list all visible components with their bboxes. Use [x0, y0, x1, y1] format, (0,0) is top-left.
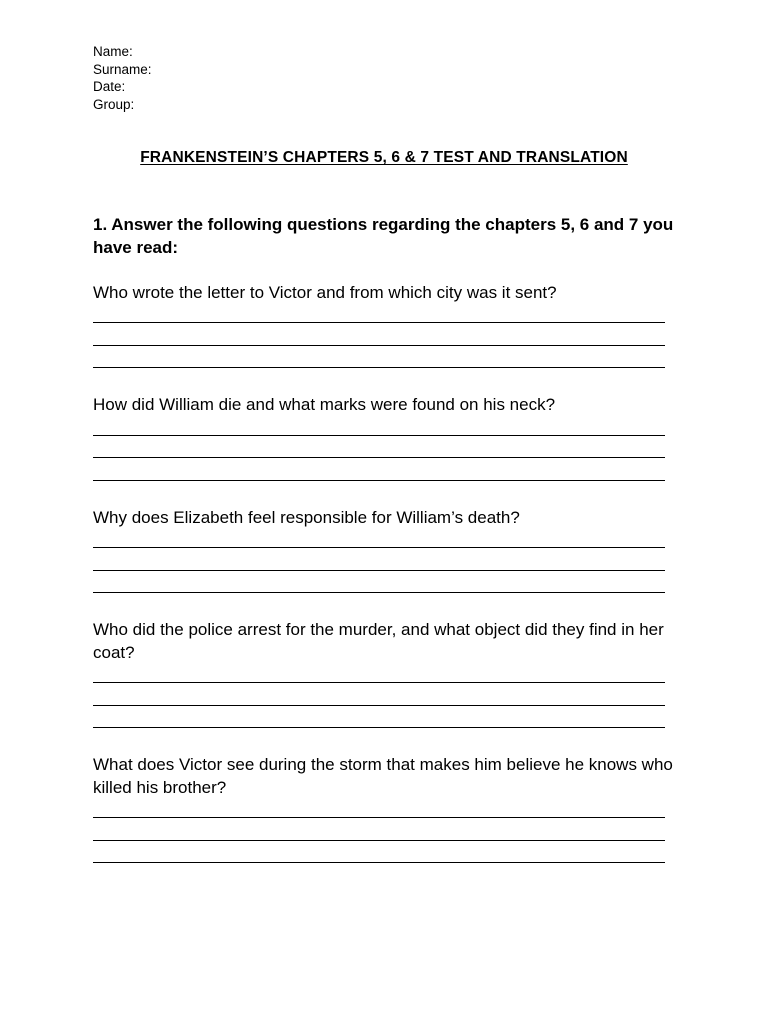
answer-line — [93, 457, 665, 458]
answer-line — [93, 817, 665, 818]
answer-line — [93, 592, 665, 593]
answer-line — [93, 682, 665, 683]
answer-line — [93, 862, 665, 863]
question-4: Who did the police arrest for the murder, and what object did they find in her coat? — [93, 620, 664, 662]
surname-label: Surname: — [93, 61, 152, 77]
document-title: FRANKENSTEIN’S CHAPTERS 5, 6 & 7 TEST AND TRANSLATION — [140, 149, 628, 166]
answer-line — [93, 480, 665, 481]
question-2: How did William die and what marks were found on his neck? — [93, 395, 556, 414]
name-label: Name: — [93, 44, 133, 59]
date-label: Date: — [93, 79, 126, 94]
group-label: Group: — [93, 96, 135, 112]
section-instruction: 1. Answer the following questions regarding the chapters 5, 6 and 7 you have read: — [93, 215, 674, 257]
question-3: Why does Elizabeth feel responsible for William’s death? — [93, 508, 520, 527]
question-1: Who wrote the letter to Victor and from which city was it sent? — [93, 283, 557, 302]
answer-line — [93, 345, 665, 346]
answer-line — [93, 727, 665, 728]
answer-line — [93, 840, 665, 841]
answer-line — [93, 322, 665, 323]
answer-line — [93, 367, 665, 368]
answer-line — [93, 547, 665, 548]
answer-line — [93, 570, 665, 571]
student-info-fields — [93, 43, 152, 113]
answer-line — [93, 705, 665, 706]
question-5: What does Victor see during the storm that makes him believe he knows who killed his brother? — [93, 755, 673, 797]
answer-line — [93, 435, 665, 436]
